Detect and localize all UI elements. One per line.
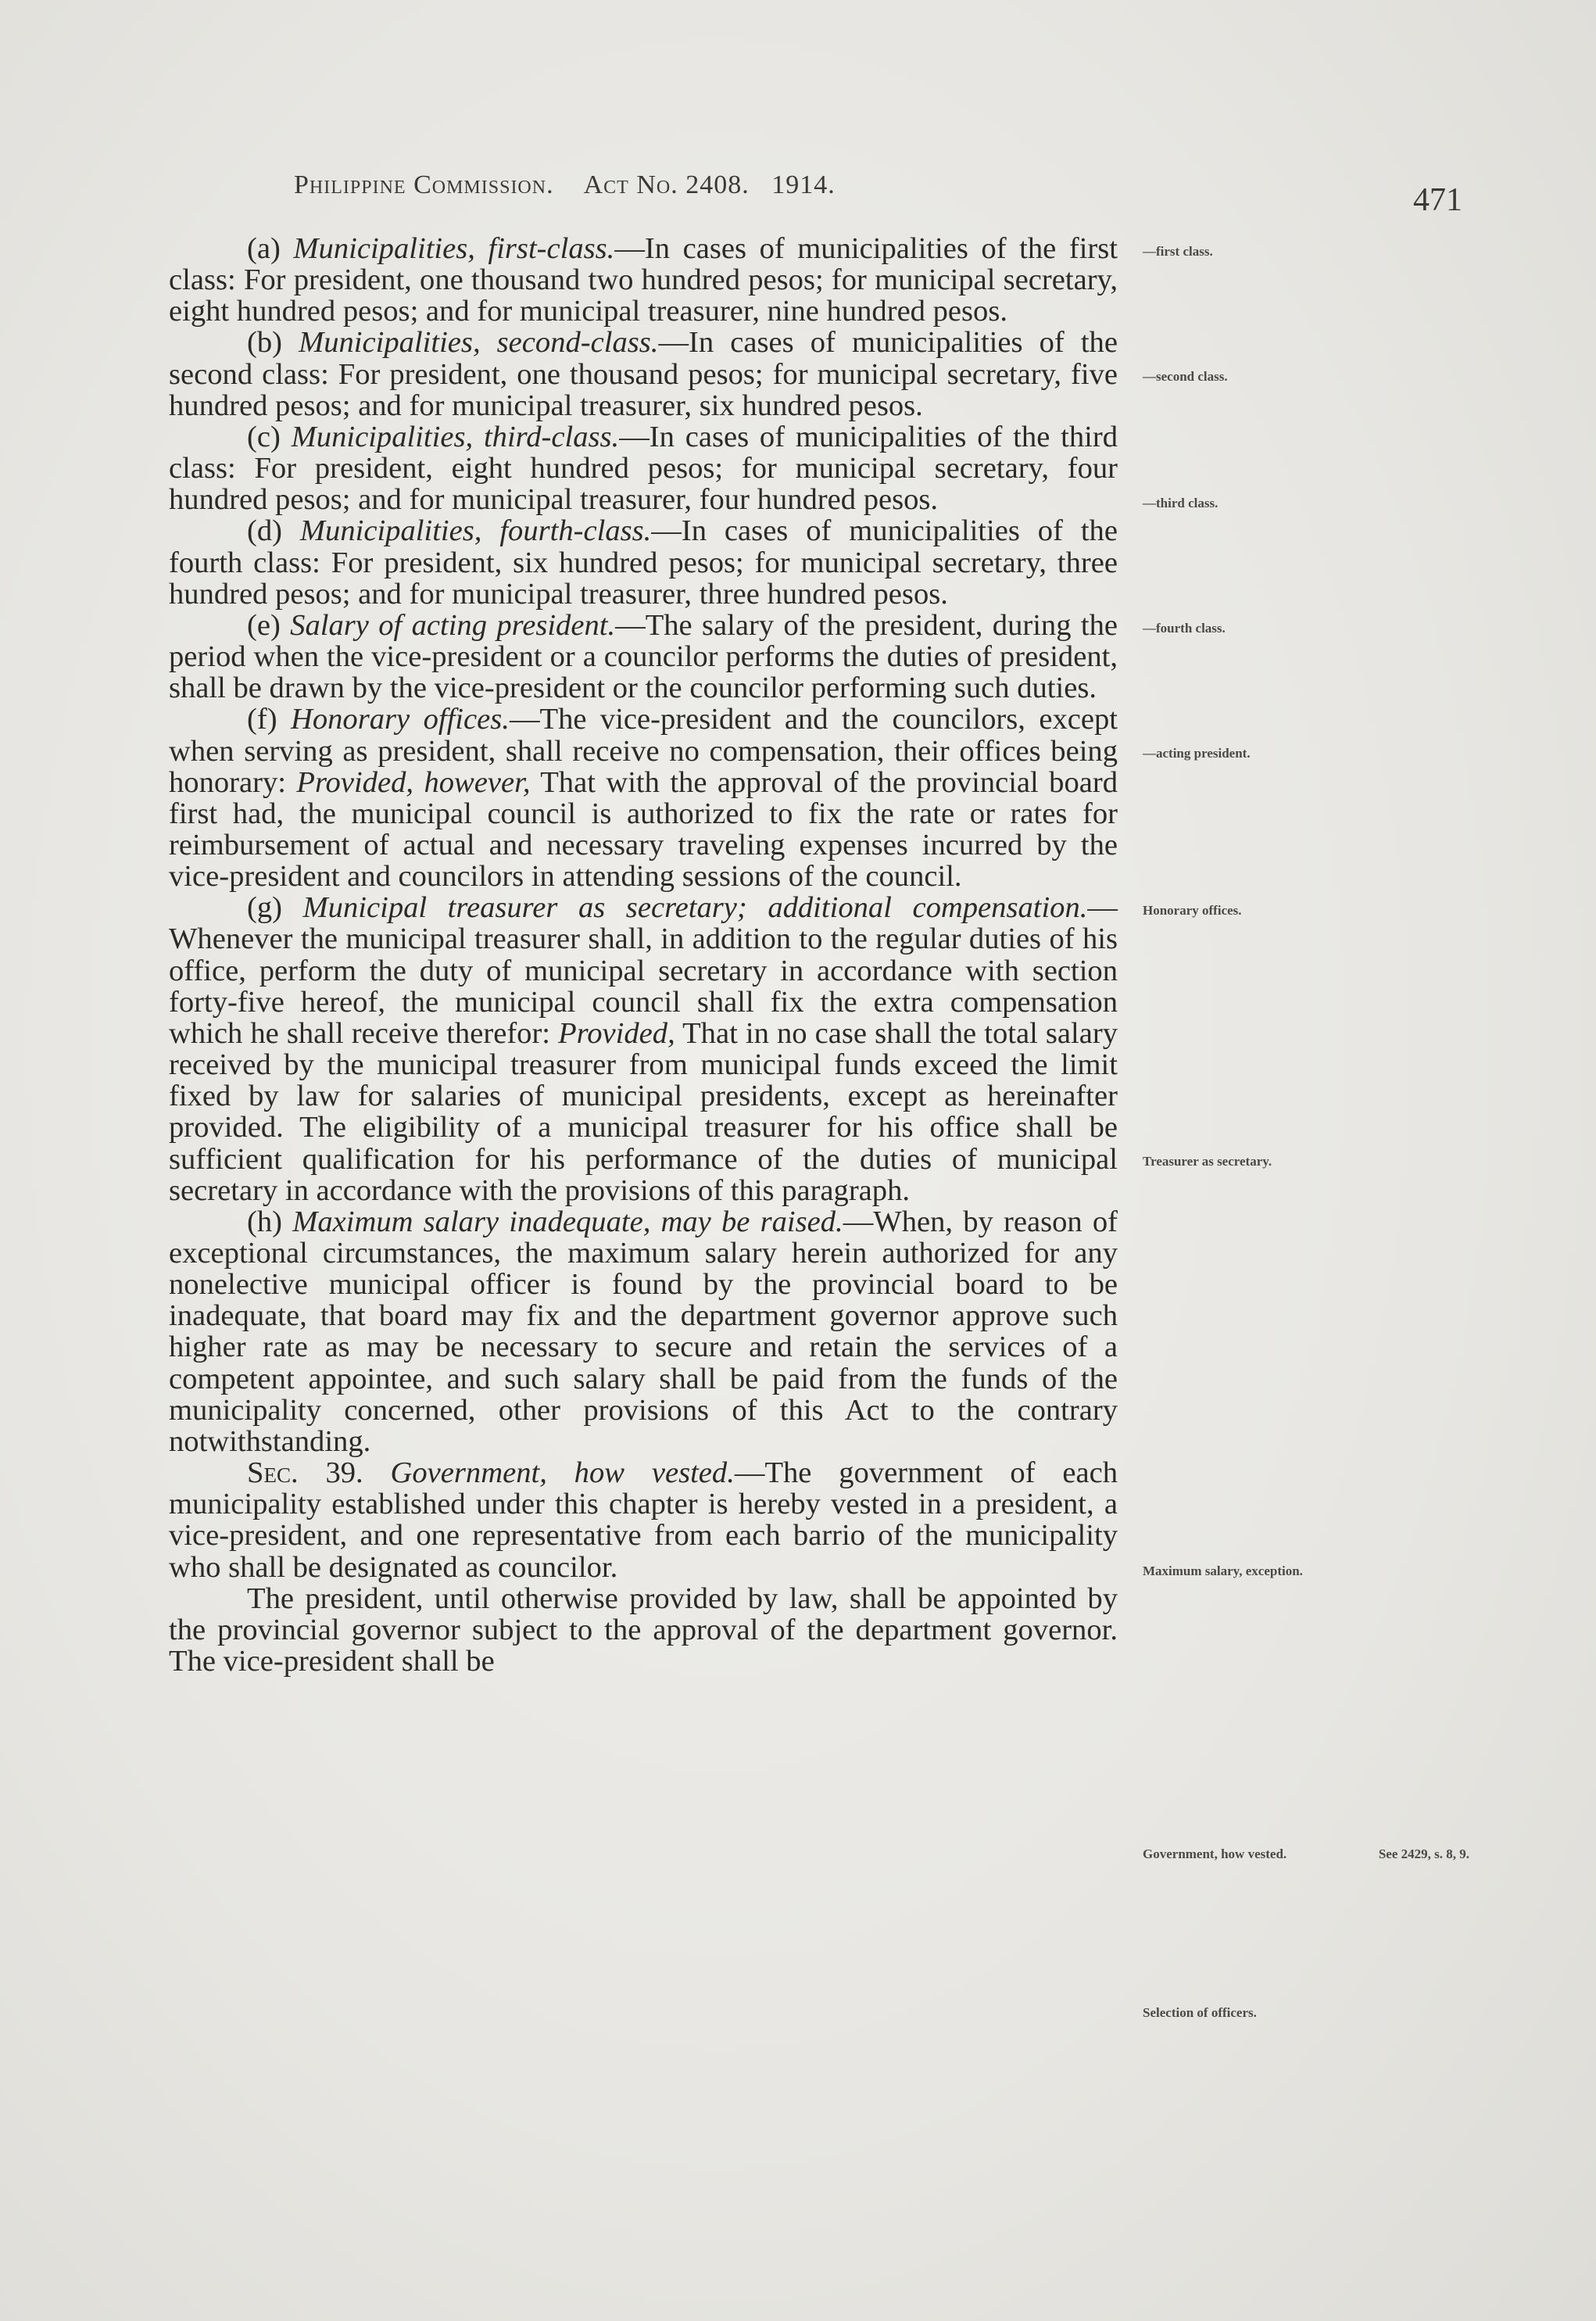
section-39: Sec. 39. Government, how vested.—The government of each municipality established under this chapter is hereby vested in a president, a vice-president, and one representative from each barrio of the municipality who shall be designated as councilor. xyxy=(169,1456,1118,1584)
margin-note-third-class: —third class. xyxy=(1143,496,1218,510)
paragraph-a: (a) Municipalities, first-class.—In cases of municipalities of the first class: For president, one thousand two hundred pesos; for municipal secretary, eight hundred pesos; and for municipal treasurer, nine hundred pesos. xyxy=(169,232,1118,328)
paragraph-h: (h) Maximum salary inadequate, may be raised.—When, by reason of exceptional circumstances, the maximum salary herein authorized for any nonelective municipal officer is found by the provincial board to be inadequate, that board may fix and the department governor approve such higher rate as may be necessary to secure and retain the services of a competent appointee, and such salary shall be paid from the funds of the municipality concerned, other provisions of this Act to the contrary notwithstanding. xyxy=(169,1205,1118,1458)
paragraph-e: (e) Salary of acting president.—The salary of the president, during the period when the vice-president or a councilor performs the duties of president, shall be drawn by the vice-president or the councilor performing such duties. xyxy=(169,608,1118,705)
running-head-title: Philippine Commission. xyxy=(294,170,554,199)
paragraph-president-appointment: The president, until otherwise provided by law, shall be appointed by the provincial governor subject to the approval of the department governor. The vice-president shall be xyxy=(169,1581,1118,1678)
margin-note-government-vested: Government, how vested. xyxy=(1143,1846,1287,1861)
margin-note-treasurer-secretary: Treasurer as secretary. xyxy=(1143,1154,1272,1169)
paragraph-d: (d) Municipalities, fourth-class.—In cases of municipalities of the fourth class: For president, six hundred pesos; for municipal secretary, three hundred pesos; and for municipal treasurer, three hundred pesos. xyxy=(169,514,1118,611)
margin-note-fourth-class: —fourth class. xyxy=(1143,621,1226,636)
margin-note-maximum-salary: Maximum salary, exception. xyxy=(1143,1563,1303,1578)
margin-note-acting-president: —acting president. xyxy=(1143,746,1251,761)
paragraph-f: (f) Honorary offices.—The vice-president and the councilors, except when serving as president, shall receive no compensation, their offices being honorary: Provided, however, That with the approval of the provincial board first had, the municipal council is authorized to fix the rate or rates for reimbursement of actual and necessary traveling expenses incurred by the vice-president and councilors in attending sessions of the council. xyxy=(169,703,1118,894)
year: 1914. xyxy=(771,170,836,199)
margin-note-honorary-offices: Honorary offices. xyxy=(1143,903,1242,918)
paragraph-g: (g) Municipal treasurer as secretary; additional compensation.—Whenever the municipal treasurer shall, in addition to the regular duties of his office, perform the duty of municipal secretary in accordance with section forty-five hereof, the municipal council shall fix the extra compensation which he shall receive therefor: Provided, That in no case shall the total salary received by the municipal treasurer from municipal funds exceed the limit fixed by law for salaries of municipal presidents, except as hereinafter provided. The eligibility of a municipal treasurer for his office shall be sufficient qualification for his performance of the duties of municipal secretary in accordance with the provisions of this paragraph. xyxy=(169,891,1118,1207)
page-number: 471 xyxy=(1413,182,1462,218)
body-text xyxy=(169,233,1118,1677)
margin-note-second-class: —second class. xyxy=(1143,369,1228,384)
margin-note-see-reference: See 2429, s. 8, 9. xyxy=(1378,1846,1469,1861)
paragraph-b: (b) Municipalities, second-class.—In cases of municipalities of the second class: For president, one thousand pesos; for municipal secretary, five hundred pesos; and for municipal treasurer, six hundred pesos. xyxy=(169,326,1118,422)
paragraph-c: (c) Municipalities, third-class.—In cases of municipalities of the third class: For president, eight hundred pesos; for municipal secretary, four hundred pesos; and for municipal treasurer, four hundred pesos. xyxy=(169,420,1118,517)
running-head xyxy=(294,170,1075,200)
margin-note-first-class: —first class. xyxy=(1143,244,1213,259)
act-number: Act No. 2408. xyxy=(583,170,750,199)
margin-note-selection-of-officers: Selection of officers. xyxy=(1143,2005,1257,2020)
